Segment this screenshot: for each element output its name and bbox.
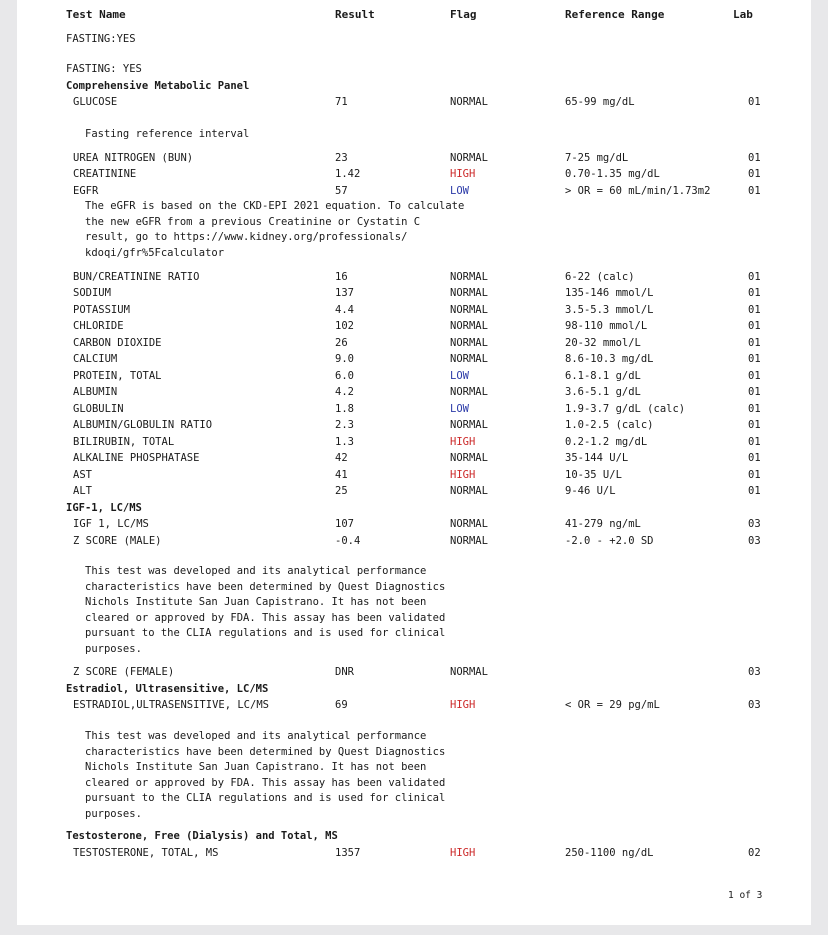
row-flag: NORMAL bbox=[450, 419, 488, 431]
section-cmp: Comprehensive Metabolic Panel bbox=[66, 80, 250, 92]
row-result: 25 bbox=[335, 485, 348, 497]
row-lab: 01 bbox=[748, 452, 761, 464]
row-flag: NORMAL bbox=[450, 666, 488, 678]
row-lab: 03 bbox=[748, 666, 761, 678]
row-result: 4.4 bbox=[335, 304, 354, 316]
row-lab: 01 bbox=[748, 271, 761, 283]
row-flag: NORMAL bbox=[450, 320, 488, 332]
row-name: GLUCOSE bbox=[73, 96, 118, 108]
row-range: 8.6-10.3 mg/dL bbox=[565, 353, 654, 365]
fasting-line-1: FASTING:YES bbox=[66, 33, 136, 45]
row-name: TESTOSTERONE, TOTAL, MS bbox=[73, 847, 219, 859]
row-range: 7-25 mg/dL bbox=[565, 152, 629, 164]
row-flag: NORMAL bbox=[450, 518, 488, 530]
row-name: CREATININE bbox=[73, 168, 137, 180]
row-result: 6.0 bbox=[335, 370, 354, 382]
row-result: 16 bbox=[335, 271, 348, 283]
row-name: ESTRADIOL,ULTRASENSITIVE, LC/MS bbox=[73, 699, 269, 711]
row-range: -2.0 - +2.0 SD bbox=[565, 535, 654, 547]
row-result: 41 bbox=[335, 469, 348, 481]
row-lab: 01 bbox=[748, 337, 761, 349]
row-flag: HIGH bbox=[450, 436, 476, 448]
row-lab: 03 bbox=[748, 518, 761, 530]
row-lab: 01 bbox=[748, 185, 761, 197]
row-range: 3.6-5.1 g/dL bbox=[565, 386, 641, 398]
row-range: 35-144 U/L bbox=[565, 452, 629, 464]
row-name: BILIRUBIN, TOTAL bbox=[73, 436, 175, 448]
row-range: 135-146 mmol/L bbox=[565, 287, 654, 299]
row-result: 1357 bbox=[335, 847, 361, 859]
row-flag: HIGH bbox=[450, 469, 476, 481]
row-flag: LOW bbox=[450, 370, 469, 382]
row-range: 10-35 U/L bbox=[565, 469, 622, 481]
row-result: -0.4 bbox=[335, 535, 361, 547]
row-lab: 01 bbox=[748, 419, 761, 431]
row-result: DNR bbox=[335, 666, 354, 678]
row-result: 1.42 bbox=[335, 168, 361, 180]
row-flag: NORMAL bbox=[450, 152, 488, 164]
row-result: 137 bbox=[335, 287, 354, 299]
row-range: 1.9-3.7 g/dL (calc) bbox=[565, 403, 686, 415]
header-flag: Flag bbox=[450, 8, 477, 21]
row-lab: 02 bbox=[748, 847, 761, 859]
row-flag: LOW bbox=[450, 403, 469, 415]
row-name: Z SCORE (FEMALE) bbox=[73, 666, 175, 678]
row-lab: 01 bbox=[748, 304, 761, 316]
row-name: ALT bbox=[73, 485, 92, 497]
row-result: 4.2 bbox=[335, 386, 354, 398]
row-name: BUN/CREATININE RATIO bbox=[73, 271, 200, 283]
row-flag: NORMAL bbox=[450, 485, 488, 497]
row-flag: NORMAL bbox=[450, 337, 488, 349]
row-name: CHLORIDE bbox=[73, 320, 124, 332]
row-range: 6-22 (calc) bbox=[565, 271, 635, 283]
row-range: 1.0-2.5 (calc) bbox=[565, 419, 654, 431]
row-flag: HIGH bbox=[450, 847, 476, 859]
row-range: 0.70-1.35 mg/dL bbox=[565, 168, 660, 180]
fasting-line-2: FASTING: YES bbox=[66, 63, 142, 75]
row-name: GLOBULIN bbox=[73, 403, 124, 415]
row-name: Z SCORE (MALE) bbox=[73, 535, 162, 547]
row-flag: NORMAL bbox=[450, 96, 488, 108]
row-lab: 03 bbox=[748, 699, 761, 711]
row-lab: 01 bbox=[748, 469, 761, 481]
section-igf: IGF-1, LC/MS bbox=[66, 502, 142, 514]
page-number: 1 of 3 bbox=[728, 890, 763, 901]
row-name: EGFR bbox=[73, 185, 99, 197]
row-name: PROTEIN, TOTAL bbox=[73, 370, 162, 382]
row-lab: 01 bbox=[748, 386, 761, 398]
row-result: 107 bbox=[335, 518, 354, 530]
row-range: 3.5-5.3 mmol/L bbox=[565, 304, 654, 316]
row-result: 57 bbox=[335, 185, 348, 197]
row-range: 65-99 mg/dL bbox=[565, 96, 635, 108]
row-lab: 01 bbox=[748, 370, 761, 382]
row-result: 69 bbox=[335, 699, 348, 711]
row-flag: NORMAL bbox=[450, 386, 488, 398]
row-name: ALBUMIN bbox=[73, 386, 118, 398]
row-range: > OR = 60 mL/min/1.73m2 bbox=[565, 185, 711, 197]
row-name: IGF 1, LC/MS bbox=[73, 518, 149, 530]
row-lab: 01 bbox=[748, 287, 761, 299]
row-flag: NORMAL bbox=[450, 452, 488, 464]
row-flag: HIGH bbox=[450, 699, 476, 711]
row-result: 1.3 bbox=[335, 436, 354, 448]
row-result: 2.3 bbox=[335, 419, 354, 431]
section-testosterone: Testosterone, Free (Dialysis) and Total, MS bbox=[66, 830, 338, 842]
row-flag: NORMAL bbox=[450, 535, 488, 547]
row-range: 9-46 U/L bbox=[565, 485, 616, 497]
row-result: 1.8 bbox=[335, 403, 354, 415]
row-lab: 01 bbox=[748, 353, 761, 365]
row-lab: 01 bbox=[748, 436, 761, 448]
header-result: Result bbox=[335, 8, 375, 21]
row-range: 250-1100 ng/dL bbox=[565, 847, 654, 859]
row-range: 41-279 ng/mL bbox=[565, 518, 641, 530]
row-flag: NORMAL bbox=[450, 353, 488, 365]
row-result: 9.0 bbox=[335, 353, 354, 365]
report-page bbox=[17, 0, 811, 925]
row-lab: 01 bbox=[748, 168, 761, 180]
quest-note-2: This test was developed and its analytical performance characteristics have been determined by Quest Diagnostics Nichols Institute San Juan Capistrano. It has not been cleared or approved by FDA. This assay has been validated pursuant to the CLIA regulations and is used for clinical purposes. bbox=[85, 730, 446, 820]
row-result: 102 bbox=[335, 320, 354, 332]
row-result: 26 bbox=[335, 337, 348, 349]
row-lab: 01 bbox=[748, 403, 761, 415]
row-flag: NORMAL bbox=[450, 287, 488, 299]
row-lab: 03 bbox=[748, 535, 761, 547]
row-name: CARBON DIOXIDE bbox=[73, 337, 162, 349]
quest-note-1: This test was developed and its analytical performance characteristics have been determined by Quest Diagnostics Nichols Institute San Juan Capistrano. It has not been cleared or approved by FDA. This assay has been validated pursuant to the CLIA regulations and is used for clinical purposes. bbox=[85, 565, 446, 655]
row-name: ALBUMIN/GLOBULIN RATIO bbox=[73, 419, 213, 431]
row-flag: NORMAL bbox=[450, 271, 488, 283]
row-range: 0.2-1.2 mg/dL bbox=[565, 436, 648, 448]
row-range: 6.1-8.1 g/dL bbox=[565, 370, 641, 382]
row-flag: LOW bbox=[450, 185, 469, 197]
row-name: ALKALINE PHOSPHATASE bbox=[73, 452, 200, 464]
section-estradiol: Estradiol, Ultrasensitive, LC/MS bbox=[66, 683, 269, 695]
row-flag: NORMAL bbox=[450, 304, 488, 316]
egfr-note: The eGFR is based on the CKD-EPI 2021 equation. To calculate the new eGFR from a previous Creatinine or Cystatin C result, go to https://www.kidney.org/professionals/ kdoqi/gfr%5Fcalculator bbox=[85, 200, 465, 259]
row-range: 20-32 mmol/L bbox=[565, 337, 641, 349]
row-name: SODIUM bbox=[73, 287, 111, 299]
row-name: AST bbox=[73, 469, 92, 481]
row-lab: 01 bbox=[748, 320, 761, 332]
row-flag: HIGH bbox=[450, 168, 476, 180]
row-name: CALCIUM bbox=[73, 353, 118, 365]
row-lab: 01 bbox=[748, 485, 761, 497]
row-range: 98-110 mmol/L bbox=[565, 320, 648, 332]
fasting-reference-note: Fasting reference interval bbox=[85, 128, 250, 140]
row-name: POTASSIUM bbox=[73, 304, 130, 316]
row-result: 42 bbox=[335, 452, 348, 464]
row-name: UREA NITROGEN (BUN) bbox=[73, 152, 194, 164]
row-lab: 01 bbox=[748, 96, 761, 108]
header-lab: Lab bbox=[733, 8, 753, 21]
row-result: 71 bbox=[335, 96, 348, 108]
row-lab: 01 bbox=[748, 152, 761, 164]
header-reference-range: Reference Range bbox=[565, 8, 665, 21]
header-test-name: Test Name bbox=[66, 8, 126, 21]
row-result: 23 bbox=[335, 152, 348, 164]
row-range: < OR = 29 pg/mL bbox=[565, 699, 660, 711]
